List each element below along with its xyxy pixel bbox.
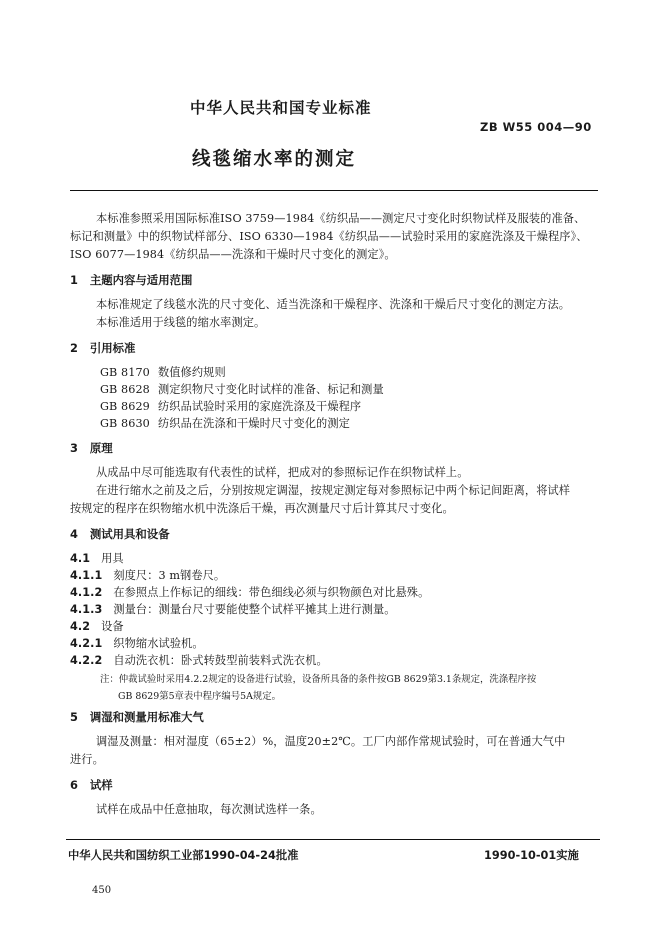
intro-line-1: 本标准参照采用国际标准ISO 3759—1984《纺织品——测定尺寸变化时织物试样及服装的准备、 [96, 212, 586, 225]
section-number: 1 [70, 273, 78, 287]
clause-4-1 [70, 550, 124, 566]
footer-divider [66, 839, 600, 840]
section-5-paragraph-1: 调湿及测量：相对湿度（65±2）%，温度20±2℃。工厂内部作常规试验时，可在普通大气中 [96, 735, 566, 748]
section-title: 原理 [89, 441, 113, 455]
clause-4-1-1 [70, 567, 225, 583]
section-title: 主题内容与适用范围 [89, 273, 193, 287]
note-line-2: GB 8629第5章表中程序编号5A规定。 [118, 691, 282, 702]
clause-4-2-1 [70, 635, 204, 651]
section-3-paragraph-1: 从成品中尽可能选取有代表性的试样，把成对的参照标记作在织物试样上。 [96, 466, 469, 479]
section-3-paragraph-2-cont: 按规定的程序在织物缩水机中洗涤后干燥，再次测量尺寸后计算其尺寸变化。 [70, 502, 454, 515]
section-title: 引用标准 [89, 341, 136, 355]
reference-code: GB 8628 [100, 383, 150, 396]
section-title: 试样 [89, 778, 113, 792]
approval-line: 中华人民共和国纺织工业部1990-04-24批准 [68, 849, 299, 862]
page-number: 450 [92, 885, 112, 896]
section-6-heading [70, 777, 113, 793]
section-title: 调湿和测量用标准大气 [89, 710, 204, 724]
section-1-paragraph-1: 本标准规定了线毯水洗的尺寸变化、适当洗涤和干燥程序、洗涤和干燥后尺寸变化的测定方法。 [96, 298, 571, 311]
clause-4-2-2 [70, 652, 328, 668]
clause-number: 4.1 [70, 552, 91, 565]
section-1-paragraph-2: 本标准适用于线毯的缩水率测定。 [96, 316, 266, 329]
clause-text: 刻度尺：3 m钢卷尺。 [113, 569, 226, 582]
note-line-1: 注：仲裁试验时采用4.2.2规定的设备进行试验，设备所具备的条件按GB 8629第3.1条规定，洗涤程序按 [100, 674, 537, 685]
clause-4-1-2 [70, 584, 429, 600]
section-5-paragraph-1-cont: 进行。 [70, 753, 104, 766]
clause-text: 设备 [101, 620, 124, 633]
reference-item [100, 364, 226, 380]
reference-item [100, 398, 361, 414]
clause-text: 在参照点上作标记的细线：带色细线必须与织物颜色对比悬殊。 [113, 586, 430, 599]
org-standard-heading: 中华人民共和国专业标准 [190, 99, 372, 117]
section-number: 4 [70, 527, 78, 541]
header-divider [70, 190, 598, 191]
section-number: 6 [70, 778, 78, 792]
reference-title: 数值修约规则 [158, 366, 226, 379]
clause-text: 用具 [101, 552, 124, 565]
clause-number: 4.1.1 [70, 569, 103, 582]
clause-text: 测量台：测量台尺寸要能使整个试样平摊其上进行测量。 [113, 603, 396, 616]
clause-number: 4.2 [70, 620, 91, 633]
reference-item [100, 415, 350, 431]
section-1-heading [70, 272, 192, 288]
standard-number: ZB W55 004—90 [480, 120, 592, 134]
section-6-paragraph-1: 试样在成品中任意抽取，每次测试选样一条。 [96, 803, 322, 816]
clause-number: 4.2.1 [70, 637, 103, 650]
reference-item [100, 381, 384, 397]
section-number: 2 [70, 341, 78, 355]
section-number: 5 [70, 710, 78, 724]
reference-code: GB 8629 [100, 400, 150, 413]
section-5-heading [70, 709, 204, 725]
reference-code: GB 8630 [100, 417, 150, 430]
section-4-heading [70, 526, 170, 542]
clause-number: 4.1.2 [70, 586, 103, 599]
clause-text: 自动洗衣机：卧式转鼓型前装料式洗衣机。 [113, 654, 328, 667]
reference-title: 纺织品在洗涤和干燥时尺寸变化的测定 [158, 417, 350, 430]
clause-number: 4.2.2 [70, 654, 103, 667]
reference-code: GB 8170 [100, 366, 150, 379]
section-3-heading [70, 440, 113, 456]
intro-line-3: ISO 6077—1984《纺织品——洗涤和干燥时尺寸变化的测定》。 [70, 248, 396, 261]
reference-title: 测定织物尺寸变化时试样的准备、标记和测量 [158, 383, 384, 396]
clause-4-1-3 [70, 601, 396, 617]
section-3-paragraph-2: 在进行缩水之前及之后，分别按规定调湿，按规定测定每对参照标记中两个标记间距离，将试样 [96, 484, 571, 497]
section-2-heading [70, 340, 135, 356]
section-title: 测试用具和设备 [89, 527, 170, 541]
effective-date: 1990-10-01实施 [484, 849, 579, 862]
section-number: 3 [70, 441, 78, 455]
clause-4-2 [70, 618, 124, 634]
page-title: 线毯缩水率的测定 [192, 149, 357, 170]
reference-title: 纺织品试验时采用的家庭洗涤及干燥程序 [158, 400, 362, 413]
clause-text: 织物缩水试验机。 [113, 637, 204, 650]
intro-line-2: 标记和测量》中的织物试样部分、ISO 6330—1984《纺织品——试验时采用的家庭洗涤及干燥程序》、 [70, 230, 588, 243]
clause-number: 4.1.3 [70, 603, 103, 616]
